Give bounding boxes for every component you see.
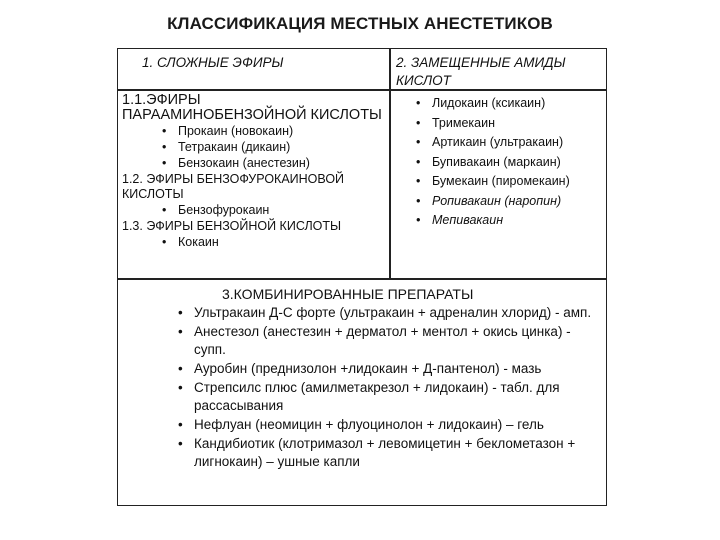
header-amides: 2. ЗАМЕЩЕННЫЕ АМИДЫ КИСЛОТ (396, 55, 566, 88)
section-divider (118, 278, 606, 280)
header-esters: 1. СЛОЖНЫЕ ЭФИРЫ (142, 55, 284, 70)
esters-column (122, 93, 388, 251)
list-item: • Кокаин (178, 235, 388, 250)
section-title-benzofurocaine: 1.2. ЭФИРЫ БЕНЗОФУРОКАИНОВОЙ КИСЛОТЫ (122, 172, 345, 201)
combined-section (162, 285, 602, 472)
classification-table (117, 48, 607, 506)
section-title-combined: 3.КОМБИНИРОВАННЫЕ ПРЕПАРАТЫ (222, 286, 474, 302)
list-item: • Анестезол (анестезин + дерматол + ментол + окись цинка) - супп. (194, 323, 602, 359)
benzoic-list (122, 235, 388, 250)
list-item: • Бумекаин (пиромекаин) (432, 172, 604, 191)
list-item: • Тримекаин (432, 114, 604, 133)
list-item: • Бензофурокаин (178, 203, 388, 218)
list-item: • Лидокаин (ксикаин) (432, 94, 604, 113)
list-item: • Ауробин (преднизолон +лидокаин + Д-пантенол) - мазь (194, 360, 602, 378)
list-item: • Нефлуан (неомицин + флуоцинолон + лидокаин) – гель (194, 416, 602, 434)
amides-column (408, 93, 604, 231)
page-title: КЛАССИФИКАЦИЯ МЕСТНЫХ АНЕСТЕТИКОВ (167, 14, 553, 33)
list-item: • Ропивакаин (наропин) (432, 192, 604, 211)
list-item: • Ультракаин Д-С форте (ультракаин + адреналин хлорид) - амп. (194, 304, 602, 322)
list-item: • Стрепсилс плюс (амилметакрезол + лидокаин) - табл. для рассасывания (194, 379, 602, 415)
paraaminobenzoic-list (122, 124, 388, 171)
list-item: • Кандибиотик (клотримазол + левомицетин + беклометазон + лигнокаин) – ушные капли (194, 435, 602, 471)
list-item: • Бупивакаин (маркаин) (432, 153, 604, 172)
combined-list (162, 304, 602, 471)
section-title-benzoic: 1.3. ЭФИРЫ БЕНЗОЙНОЙ КИСЛОТЫ (122, 219, 342, 233)
amides-list (408, 94, 604, 230)
list-item: • Прокаин (новокаин) (178, 124, 388, 139)
list-item: • Мепивакаин (432, 211, 604, 230)
column-divider (389, 49, 391, 279)
list-item: • Тетракаин (дикаин) (178, 140, 388, 155)
section-title-paraaminobenzoic: 1.1.ЭФИРЫ ПАРААМИНОБЕНЗОЙНОЙ КИСЛОТЫ (122, 92, 382, 123)
list-item: • Артикаин (ультракаин) (432, 133, 604, 152)
list-item: • Бензокаин (анестезин) (178, 156, 388, 171)
benzofurocaine-list (122, 203, 388, 218)
